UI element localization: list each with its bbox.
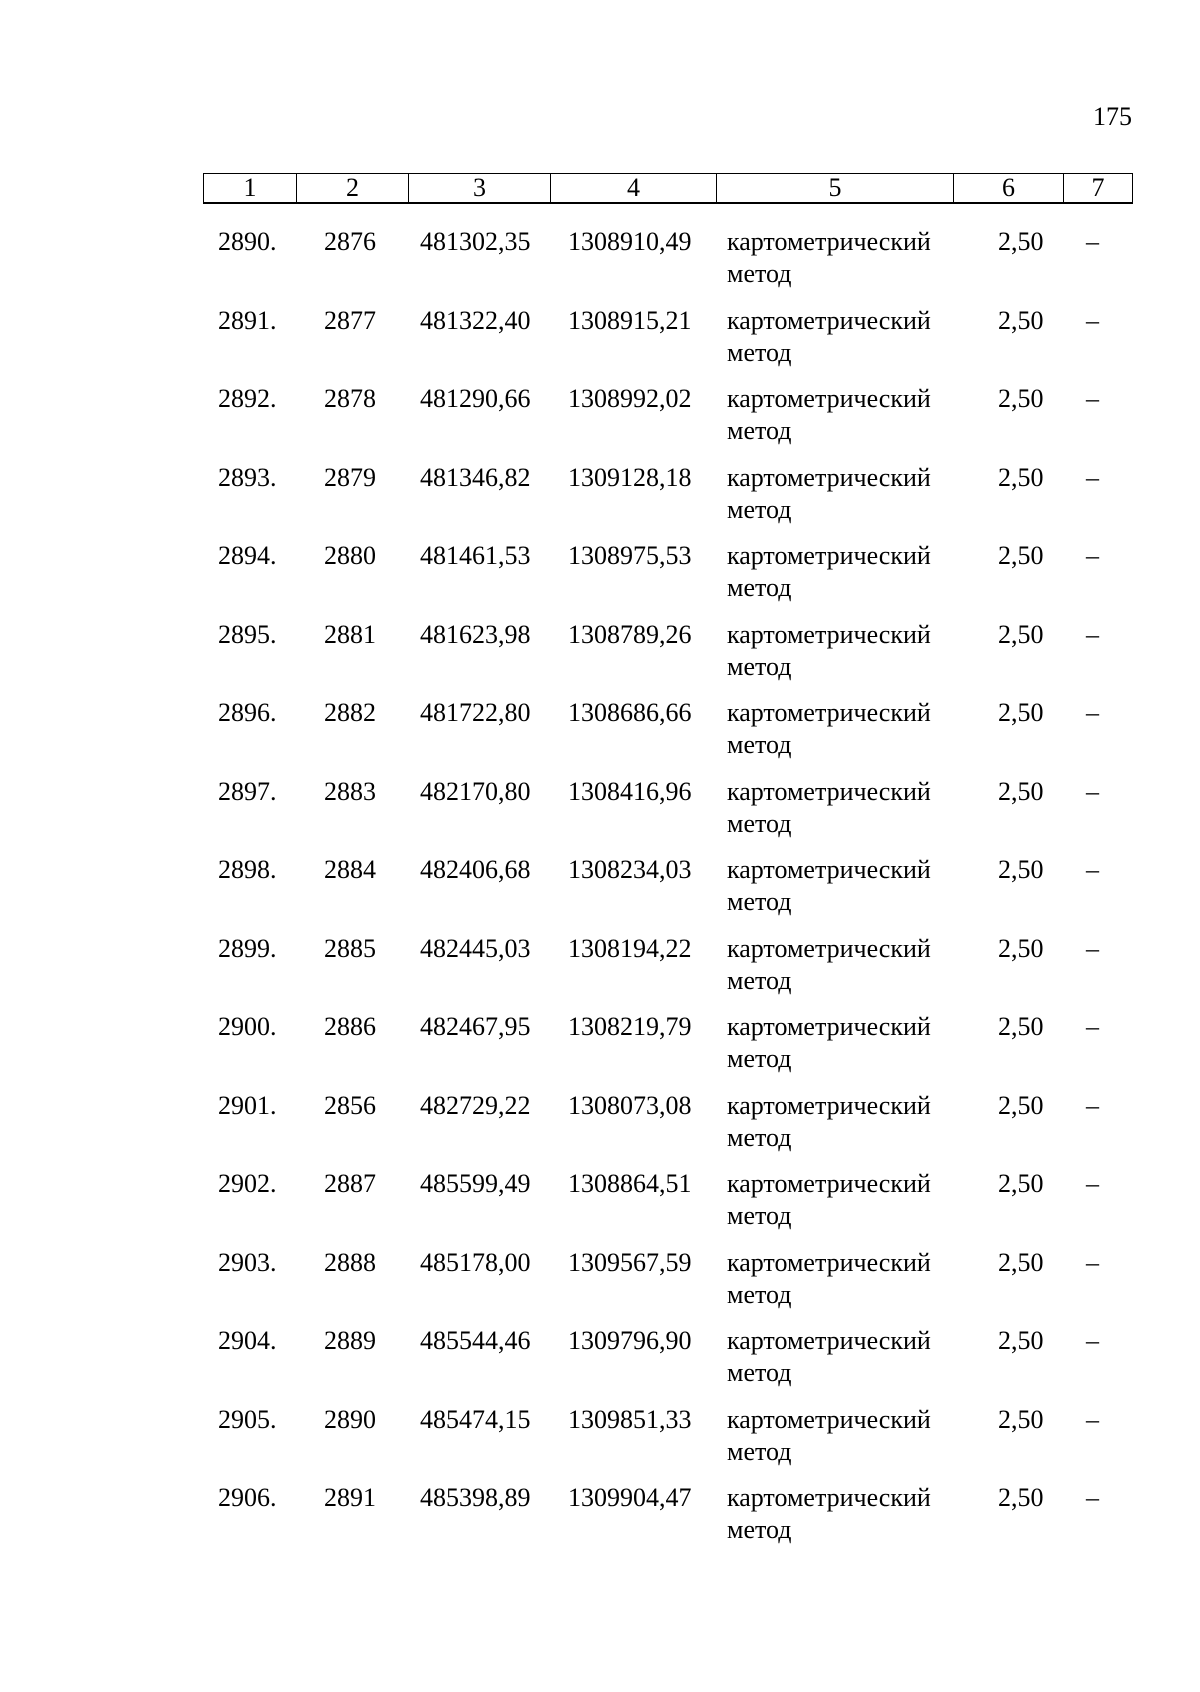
coord-y: 1309128,18 bbox=[568, 462, 692, 492]
accuracy: 2,50 bbox=[998, 305, 1044, 335]
description: – bbox=[1086, 1404, 1099, 1434]
point-number: 2906. bbox=[218, 1483, 277, 1512]
coord-x: 485544,46 bbox=[420, 1326, 531, 1355]
prev-point-number: 2890 bbox=[324, 1404, 376, 1434]
method-line-1: картометрический bbox=[727, 619, 931, 649]
prev-point-number: 2877 bbox=[324, 305, 376, 335]
method bbox=[727, 933, 931, 997]
method-line-2: метод bbox=[727, 730, 792, 759]
column-header-row bbox=[204, 174, 1133, 204]
coord-x: 481322,40 bbox=[420, 305, 531, 335]
method bbox=[727, 854, 931, 918]
coord-y: 1309796,90 bbox=[568, 1326, 692, 1355]
method-line-2: метод bbox=[727, 1201, 792, 1230]
method-line-1: картометрический bbox=[727, 1012, 931, 1041]
accuracy: 2,50 bbox=[998, 1012, 1044, 1041]
accuracy: 2,50 bbox=[998, 1326, 1044, 1355]
method-line-2: метод bbox=[727, 651, 792, 681]
prev-point-number: 2876 bbox=[324, 227, 376, 256]
table-row bbox=[203, 1090, 1132, 1169]
prev-point-number: 2881 bbox=[324, 619, 376, 649]
description: – bbox=[1086, 305, 1099, 335]
column-header-7: 7 bbox=[1064, 174, 1133, 204]
column-header-2: 2 bbox=[297, 174, 409, 204]
method bbox=[727, 1404, 931, 1468]
method-line-1: картометрический bbox=[727, 1169, 931, 1198]
point-number: 2899. bbox=[218, 933, 277, 963]
point-number: 2893. bbox=[218, 462, 277, 492]
method-line-1: картометрический bbox=[727, 1090, 931, 1120]
description: – bbox=[1086, 1326, 1099, 1355]
table-row bbox=[203, 1325, 1132, 1404]
accuracy: 2,50 bbox=[998, 619, 1044, 649]
description: – bbox=[1086, 855, 1099, 884]
coord-y: 1308234,03 bbox=[568, 855, 692, 884]
description: – bbox=[1086, 933, 1099, 963]
method-line-1: картометрический bbox=[727, 462, 931, 492]
method bbox=[727, 1325, 931, 1389]
method-line-1: картометрический bbox=[727, 1483, 931, 1512]
method bbox=[727, 1482, 931, 1546]
method-line-1: картометрический bbox=[727, 541, 931, 570]
coord-x: 482729,22 bbox=[420, 1090, 531, 1120]
description: – bbox=[1086, 384, 1099, 413]
method bbox=[727, 226, 931, 290]
method-line-2: метод bbox=[727, 1279, 792, 1309]
accuracy: 2,50 bbox=[998, 1404, 1044, 1434]
table-row bbox=[203, 305, 1132, 384]
method-line-2: метод bbox=[727, 494, 792, 524]
point-number: 2897. bbox=[218, 776, 277, 806]
accuracy: 2,50 bbox=[998, 541, 1044, 570]
page-number: 175 bbox=[1093, 102, 1132, 131]
description: – bbox=[1086, 1012, 1099, 1041]
point-number: 2898. bbox=[218, 855, 277, 884]
coord-y: 1309904,47 bbox=[568, 1483, 692, 1512]
point-number: 2890. bbox=[218, 227, 277, 256]
coord-y: 1308686,66 bbox=[568, 698, 692, 727]
method-line-2: метод bbox=[727, 259, 792, 288]
table-row bbox=[203, 1482, 1132, 1561]
method bbox=[727, 462, 931, 526]
coord-y: 1308194,22 bbox=[568, 933, 692, 963]
method-line-2: метод bbox=[727, 887, 792, 916]
accuracy: 2,50 bbox=[998, 1090, 1044, 1120]
coord-x: 482170,80 bbox=[420, 776, 531, 806]
coord-x: 485599,49 bbox=[420, 1169, 531, 1198]
accuracy: 2,50 bbox=[998, 855, 1044, 884]
table-row bbox=[203, 1168, 1132, 1247]
accuracy: 2,50 bbox=[998, 776, 1044, 806]
prev-point-number: 2879 bbox=[324, 462, 376, 492]
table-row bbox=[203, 854, 1132, 933]
point-number: 2900. bbox=[218, 1012, 277, 1041]
method-line-2: метод bbox=[727, 1515, 792, 1544]
point-number: 2896. bbox=[218, 698, 277, 727]
method-line-1: картометрический bbox=[727, 933, 931, 963]
method-line-1: картометрический bbox=[727, 1326, 931, 1355]
column-header-1: 1 bbox=[204, 174, 297, 204]
prev-point-number: 2886 bbox=[324, 1012, 376, 1041]
coord-x: 482406,68 bbox=[420, 855, 531, 884]
coord-y: 1308975,53 bbox=[568, 541, 692, 570]
coord-y: 1309567,59 bbox=[568, 1247, 692, 1277]
method bbox=[727, 776, 931, 840]
method bbox=[727, 1011, 931, 1075]
table-row bbox=[203, 1404, 1132, 1483]
method bbox=[727, 697, 931, 761]
coord-y: 1308910,49 bbox=[568, 227, 692, 256]
accuracy: 2,50 bbox=[998, 698, 1044, 727]
table-row bbox=[203, 697, 1132, 776]
method-line-2: метод bbox=[727, 1436, 792, 1466]
prev-point-number: 2883 bbox=[324, 776, 376, 806]
coord-x: 485398,89 bbox=[420, 1483, 531, 1512]
prev-point-number: 2882 bbox=[324, 698, 376, 727]
method-line-1: картометрический bbox=[727, 1404, 931, 1434]
coord-x: 485178,00 bbox=[420, 1247, 531, 1277]
coord-x: 481461,53 bbox=[420, 541, 531, 570]
accuracy: 2,50 bbox=[998, 384, 1044, 413]
table-body bbox=[203, 226, 1132, 1561]
accuracy: 2,50 bbox=[998, 1169, 1044, 1198]
column-header-6: 6 bbox=[954, 174, 1064, 204]
coord-x: 481722,80 bbox=[420, 698, 531, 727]
method-line-1: картометрический bbox=[727, 305, 931, 335]
prev-point-number: 2885 bbox=[324, 933, 376, 963]
method-line-2: метод bbox=[727, 416, 792, 445]
column-header-4: 4 bbox=[551, 174, 717, 204]
description: – bbox=[1086, 1483, 1099, 1512]
description: – bbox=[1086, 227, 1099, 256]
accuracy: 2,50 bbox=[998, 1483, 1044, 1512]
table-row bbox=[203, 226, 1132, 305]
prev-point-number: 2891 bbox=[324, 1483, 376, 1512]
description: – bbox=[1086, 462, 1099, 492]
method bbox=[727, 619, 931, 683]
description: – bbox=[1086, 1090, 1099, 1120]
method-line-1: картометрический bbox=[727, 776, 931, 806]
method bbox=[727, 1168, 931, 1232]
prev-point-number: 2884 bbox=[324, 855, 376, 884]
table-row bbox=[203, 619, 1132, 698]
coord-y: 1308219,79 bbox=[568, 1012, 692, 1041]
accuracy: 2,50 bbox=[998, 1247, 1044, 1277]
point-number: 2892. bbox=[218, 384, 277, 413]
method bbox=[727, 305, 931, 369]
point-number: 2895. bbox=[218, 619, 277, 649]
method-line-2: метод bbox=[727, 1122, 792, 1152]
method bbox=[727, 540, 931, 604]
method-line-1: картометрический bbox=[727, 855, 931, 884]
column-header-5: 5 bbox=[717, 174, 954, 204]
table-row bbox=[203, 540, 1132, 619]
accuracy: 2,50 bbox=[998, 462, 1044, 492]
coord-y: 1308992,02 bbox=[568, 384, 692, 413]
method-line-1: картометрический bbox=[727, 227, 931, 256]
method-line-1: картометрический bbox=[727, 698, 931, 727]
coord-y: 1308073,08 bbox=[568, 1090, 692, 1120]
column-header-3: 3 bbox=[409, 174, 551, 204]
method-line-2: метод bbox=[727, 1044, 792, 1073]
description: – bbox=[1086, 698, 1099, 727]
description: – bbox=[1086, 776, 1099, 806]
description: – bbox=[1086, 1169, 1099, 1198]
prev-point-number: 2880 bbox=[324, 541, 376, 570]
description: – bbox=[1086, 541, 1099, 570]
table-row bbox=[203, 383, 1132, 462]
coord-y: 1308416,96 bbox=[568, 776, 692, 806]
coord-y: 1308864,51 bbox=[568, 1169, 692, 1198]
column-header-table bbox=[203, 173, 1133, 204]
method-line-2: метод bbox=[727, 808, 792, 838]
table-row bbox=[203, 1247, 1132, 1326]
prev-point-number: 2888 bbox=[324, 1247, 376, 1277]
accuracy: 2,50 bbox=[998, 227, 1044, 256]
method bbox=[727, 1247, 931, 1311]
description: – bbox=[1086, 619, 1099, 649]
point-number: 2891. bbox=[218, 305, 277, 335]
method-line-2: метод bbox=[727, 1358, 792, 1387]
coord-x: 481623,98 bbox=[420, 619, 531, 649]
method bbox=[727, 1090, 931, 1154]
method-line-1: картометрический bbox=[727, 384, 931, 413]
point-number: 2903. bbox=[218, 1247, 277, 1277]
method-line-2: метод bbox=[727, 965, 792, 995]
method-line-1: картометрический bbox=[727, 1247, 931, 1277]
prev-point-number: 2878 bbox=[324, 384, 376, 413]
description: – bbox=[1086, 1247, 1099, 1277]
accuracy: 2,50 bbox=[998, 933, 1044, 963]
table-row bbox=[203, 1011, 1132, 1090]
table-row bbox=[203, 933, 1132, 1012]
prev-point-number: 2887 bbox=[324, 1169, 376, 1198]
point-number: 2894. bbox=[218, 541, 277, 570]
method bbox=[727, 383, 931, 447]
coord-x: 481346,82 bbox=[420, 462, 531, 492]
coord-x: 481302,35 bbox=[420, 227, 531, 256]
coord-y: 1308789,26 bbox=[568, 619, 692, 649]
table-row bbox=[203, 776, 1132, 855]
method-line-2: метод bbox=[727, 337, 792, 367]
coord-y: 1308915,21 bbox=[568, 305, 692, 335]
coord-x: 482445,03 bbox=[420, 933, 531, 963]
table-row bbox=[203, 462, 1132, 541]
point-number: 2905. bbox=[218, 1404, 277, 1434]
coord-x: 482467,95 bbox=[420, 1012, 531, 1041]
coord-x: 485474,15 bbox=[420, 1404, 531, 1434]
point-number: 2902. bbox=[218, 1169, 277, 1198]
point-number: 2901. bbox=[218, 1090, 277, 1120]
coord-x: 481290,66 bbox=[420, 384, 531, 413]
method-line-2: метод bbox=[727, 573, 792, 602]
coord-y: 1309851,33 bbox=[568, 1404, 692, 1434]
point-number: 2904. bbox=[218, 1326, 277, 1355]
prev-point-number: 2856 bbox=[324, 1090, 376, 1120]
prev-point-number: 2889 bbox=[324, 1326, 376, 1355]
